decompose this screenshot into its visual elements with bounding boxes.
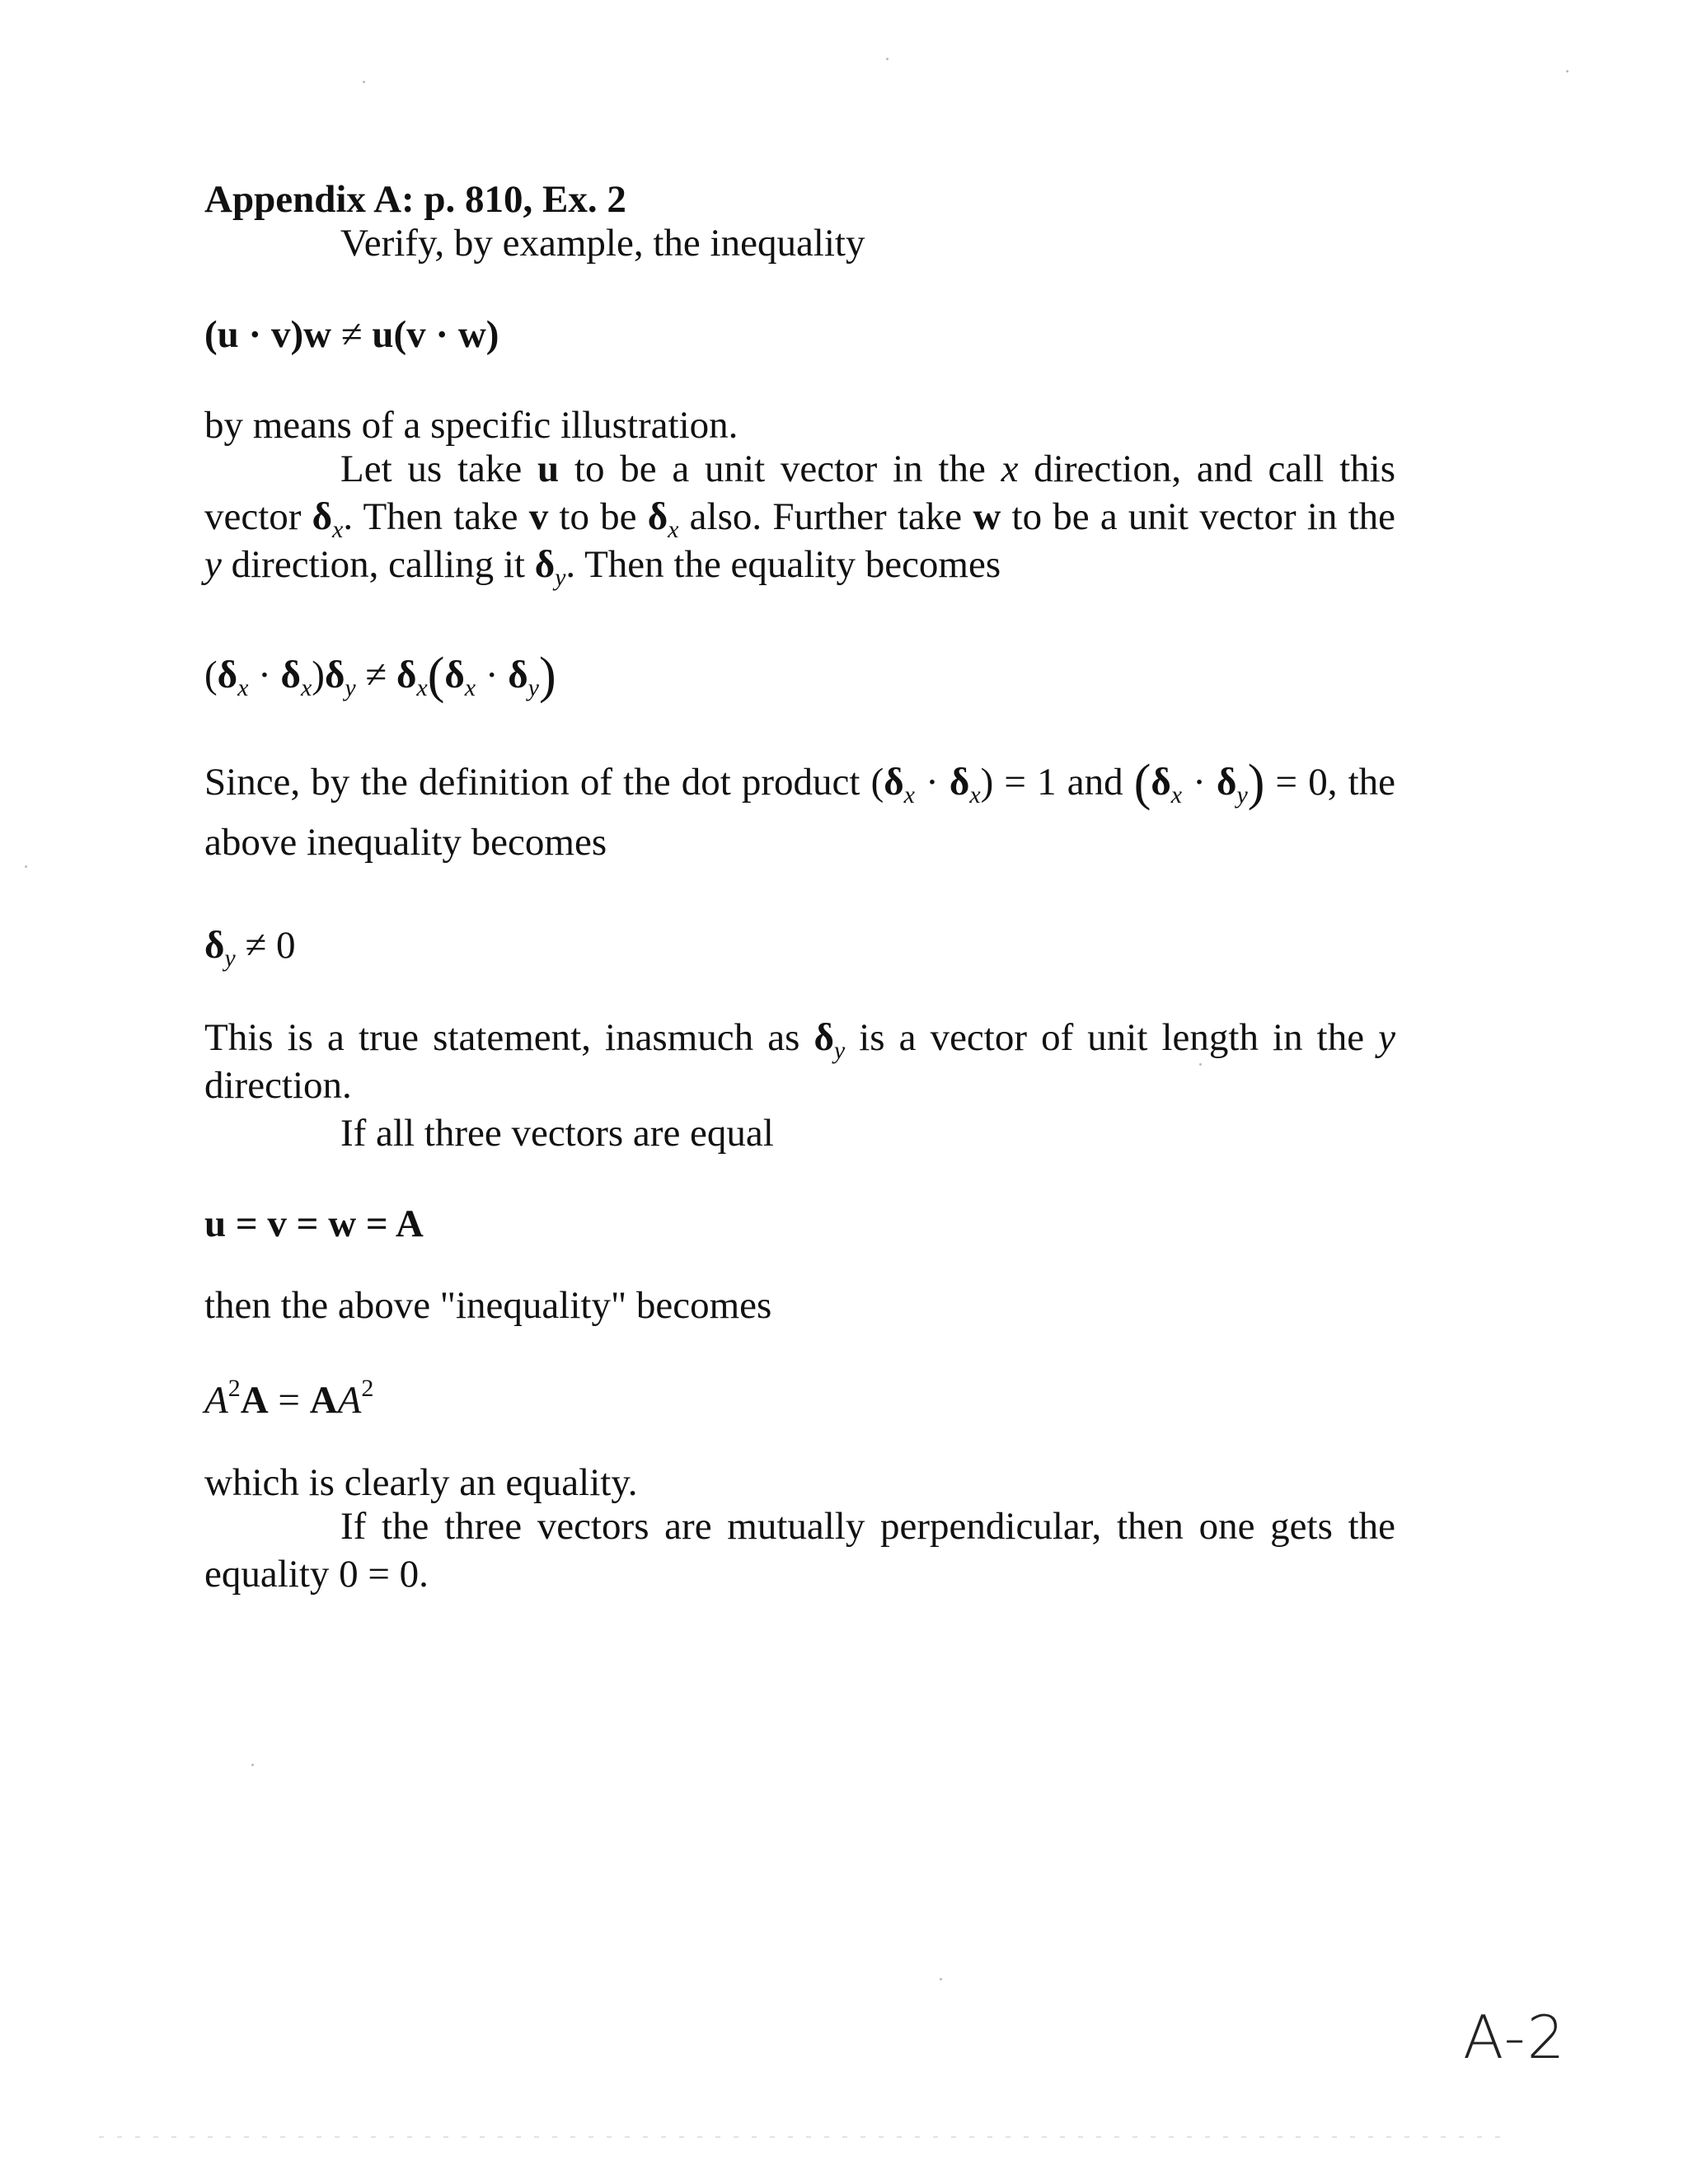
paragraph-clearly: which is clearly an equality. <box>204 1461 638 1504</box>
paragraph-since: Since, by the definition of the dot product $(\delta_x \cdot \delta_x) = 1$ and $(\delta_x \cdot \delta_y) = 0$, the above inequality becomes <box>204 755 1396 864</box>
paragraph-true-statement: This is a true statement, inasmuch as $\delta_y$ is a vector of unit length in the y direction. <box>204 1016 1395 1107</box>
paragraph-let-us-take: Let us take u to be a unit vector in the x direction, and call this vector $\delta_x$. Then take v to be $\delta_x$ also. Further take w to be a unit vector in the y direction, calling it $\delta_y$. Then the equality becomes <box>204 448 1396 591</box>
paragraph-perpendicular: If the three vectors are mutually perpendicular, then one gets the equality 0 = 0. <box>204 1505 1395 1596</box>
equation-delta-inequality: $(\delta_x \cdot \delta_x)\delta_y \ne \delta_x(\delta_x \cdot \delta_y)$ <box>204 648 556 704</box>
paragraph-if-equal: If all three vectors are equal <box>340 1112 774 1155</box>
equation-all-equal: u = v = w = A <box>204 1202 424 1245</box>
scan-speck <box>25 865 27 868</box>
scan-speck <box>251 1764 254 1766</box>
paragraph-illustration: by means of a specific illustration. <box>204 404 738 447</box>
scan-speck <box>886 58 889 60</box>
eq1-neq: ≠ <box>331 313 373 356</box>
eq1-rhs: u(v · w) <box>372 313 499 356</box>
page-number: A-2 <box>1463 2003 1567 2072</box>
scan-speck <box>1199 1063 1202 1066</box>
paragraph-then: then the above "inequality" becomes <box>204 1284 772 1327</box>
scan-noise-line <box>99 2136 1500 2138</box>
intro-line: Verify, by example, the inequality <box>340 222 865 265</box>
scan-speck <box>940 1978 942 1980</box>
scan-speck <box>363 81 365 83</box>
equation-a-squared: $A^2A = AA^2$ <box>204 1375 374 1422</box>
equation-inequality <box>204 311 499 359</box>
appendix-heading: Appendix A: p. 810, Ex. 2 <box>204 178 626 221</box>
eq1-lhs: (u · v)w <box>204 313 332 356</box>
scan-speck <box>1566 70 1568 73</box>
equation-delta-y: $\delta_y \ne 0$ <box>204 924 296 972</box>
